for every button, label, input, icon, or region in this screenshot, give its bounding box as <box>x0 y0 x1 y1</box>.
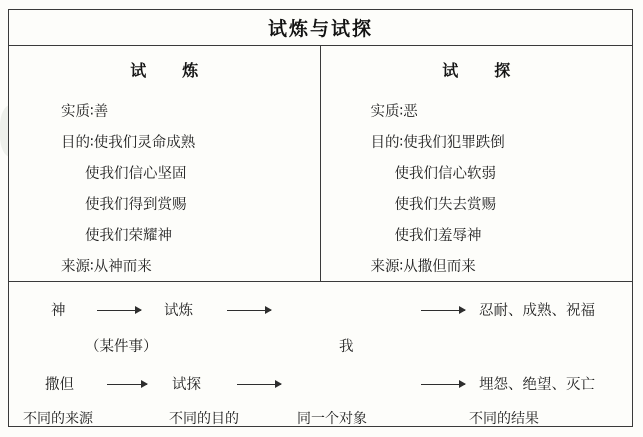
flow-result-good: 忍耐、成熟、祝福 <box>479 303 595 319</box>
column-temptation-lines <box>321 97 633 283</box>
trial-purpose-2: 使我们信心坚固 <box>85 166 187 182</box>
flow-object-me: 我 <box>339 339 354 355</box>
temptation-purpose-3: 使我们失去赏赐 <box>394 197 496 213</box>
arrow-temptation-to-me <box>237 384 281 385</box>
temptation-purpose: 目的∶使我们犯罪跌倒 <box>370 135 505 151</box>
temptation-source: 来源∶从撒但而来 <box>370 259 476 275</box>
arrow-me-to-result-good <box>421 310 465 311</box>
flow-diagram <box>9 282 632 426</box>
trial-essence: 实质∶善 <box>61 104 109 120</box>
trial-source: 来源∶从神而来 <box>61 259 152 275</box>
flow-source-god: 神 <box>51 303 66 319</box>
flow-source-satan: 撒但 <box>45 377 74 393</box>
column-trial <box>9 46 321 281</box>
arrow-god-to-trial <box>97 310 141 311</box>
footer-result-label: 不同的结果 <box>469 411 539 427</box>
footer-source-label: 不同的来源 <box>23 411 93 427</box>
column-trial-lines <box>9 97 320 283</box>
column-temptation <box>321 46 633 281</box>
arrow-trial-to-me <box>227 310 271 311</box>
trial-purpose-4: 使我们荣耀神 <box>85 228 172 244</box>
flow-middle-trial: 试炼 <box>164 303 193 319</box>
arrow-satan-to-temptation <box>107 384 147 385</box>
trial-purpose: 目的∶使我们灵命成熟 <box>61 135 196 151</box>
temptation-purpose-4: 使我们羞辱神 <box>394 228 482 244</box>
flow-row-footer <box>9 406 632 432</box>
footer-object-label: 同一个对象 <box>297 411 367 427</box>
column-temptation-heading: 试 探 <box>442 61 521 80</box>
comparison-columns <box>9 46 632 282</box>
page-title: 试炼与试探 <box>267 18 373 40</box>
column-trial-heading: 试 炼 <box>130 61 209 80</box>
temptation-purpose-2: 使我们信心软弱 <box>394 166 496 182</box>
flow-row-temptation <box>9 372 632 398</box>
flow-row-trial <box>9 298 632 324</box>
flow-note-event: （某件事） <box>85 339 158 355</box>
diagram-frame <box>8 9 633 427</box>
temptation-essence: 实质∶恶 <box>370 104 418 120</box>
trial-purpose-3: 使我们得到赏赐 <box>85 197 187 213</box>
flow-result-bad: 埋怨、绝望、灭亡 <box>479 377 595 393</box>
title-bar <box>9 10 632 46</box>
arrow-me-to-result-bad <box>421 384 465 385</box>
flow-middle-temptation: 试探 <box>172 377 201 393</box>
flow-row-note <box>9 334 632 360</box>
footer-purpose-label: 不同的目的 <box>169 411 239 427</box>
